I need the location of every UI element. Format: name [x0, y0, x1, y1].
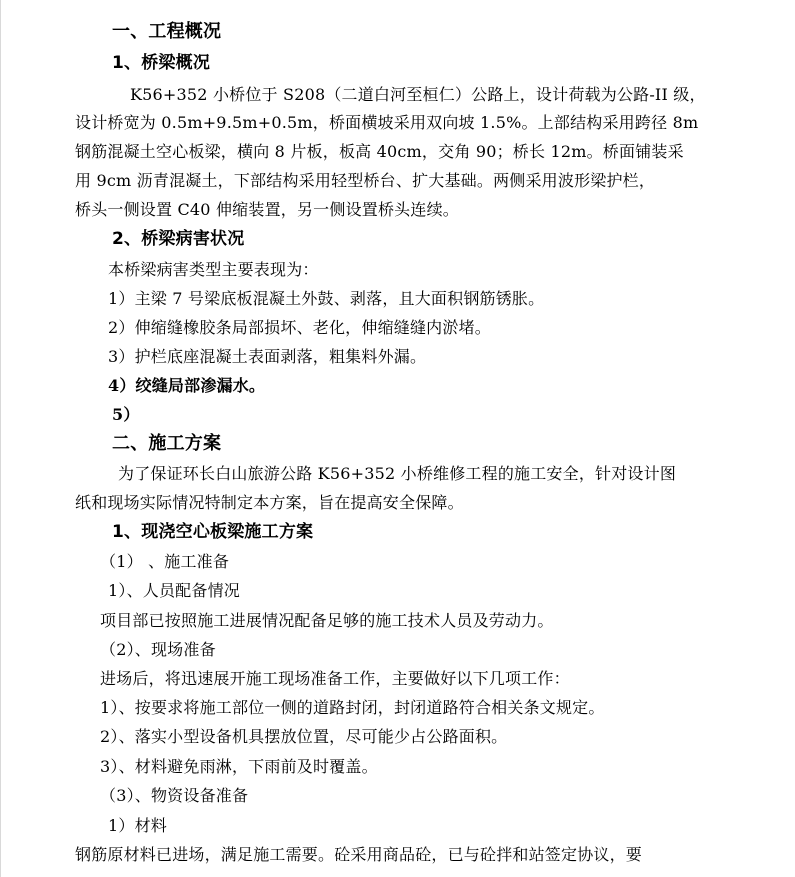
- staff-text: 项目部已按照施工进展情况配备足够的施工技术人员及劳动力。: [100, 611, 554, 630]
- section1-heading: 一、工程概况: [112, 21, 222, 42]
- paragraph-line: 钢筋混凝土空心板梁，横向 8 片板，板高 40cm，交角 90；桥长 12m。桥面铺装采: [75, 142, 684, 161]
- paragraph-line: 为了保证环长白山旅游公路 K56+352 小桥维修工程的施工安全，针对设计图: [118, 464, 677, 483]
- site-intro: 进场后，将迅速展开施工现场准备工作，主要做好以下几项工作：: [100, 669, 570, 688]
- paragraph-line: 设计桥宽为 0.5m+9.5m+0.5m，桥面横坡采用双向坡 1.5%。上部结构采用跨径 8m: [75, 113, 699, 132]
- disease-item: 2）伸缩缝橡胶条局部损坏、老化，伸缩缝缝内淤堵。: [108, 318, 491, 337]
- disease-item: 3）护栏底座混凝土表面剥落，粗集料外漏。: [108, 347, 427, 366]
- section2-heading: 二、施工方案: [112, 433, 222, 454]
- paragraph-line: K56+352 小桥位于 S208（二道白河至桓仁）公路上，设计荷载为公路-II 级，: [130, 85, 706, 104]
- section2-sub1-heading: 1、现浇空心板梁施工方案: [112, 522, 314, 542]
- site-heading: （2）、现场准备: [100, 640, 216, 659]
- prep-heading: （1） 、施工准备: [100, 552, 230, 571]
- disease-intro: 本桥梁病害类型主要表现为：: [108, 260, 319, 279]
- disease-item: 4）绞缝局部渗漏水。: [108, 376, 266, 395]
- site-item: 1）、按要求将施工部位一侧的道路封闭，封闭道路符合相关条文规定。: [100, 698, 605, 717]
- site-item: 3）、材料避免雨淋，下雨前及时覆盖。: [100, 757, 378, 776]
- material-sub: 1）材料: [108, 816, 167, 835]
- material-heading: （3）、物资设备准备: [100, 786, 249, 805]
- disease-item: 5）: [112, 405, 140, 424]
- site-item: 2）、落实小型设备机具摆放位置，尽可能少占公路面积。: [100, 727, 508, 746]
- disease-item: 1）主梁 7 号梁底板混凝土外鼓、剥落，且大面积钢筋锈胀。: [108, 289, 545, 308]
- staff-heading: 1）、人员配备情况: [108, 581, 240, 600]
- paragraph-line: 桥头一侧设置 C40 伸缩装置，另一侧设置桥头连续。: [75, 200, 459, 219]
- section1-sub2-heading: 2、桥梁病害状况: [112, 229, 245, 249]
- section1-sub1-heading: 1、桥梁概况: [112, 53, 211, 73]
- material-text: 钢筋原材料已进场，满足施工需要。砼采用商品砼，已与砼拌和站签定协议，要: [75, 845, 643, 864]
- paragraph-line: 用 9cm 沥青混凝土，下部结构采用轻型桥台、扩大基础。两侧采用波形梁护栏，: [75, 171, 656, 190]
- paragraph-line: 纸和现场实际情况特制定本方案，旨在提高安全保障。: [75, 493, 464, 512]
